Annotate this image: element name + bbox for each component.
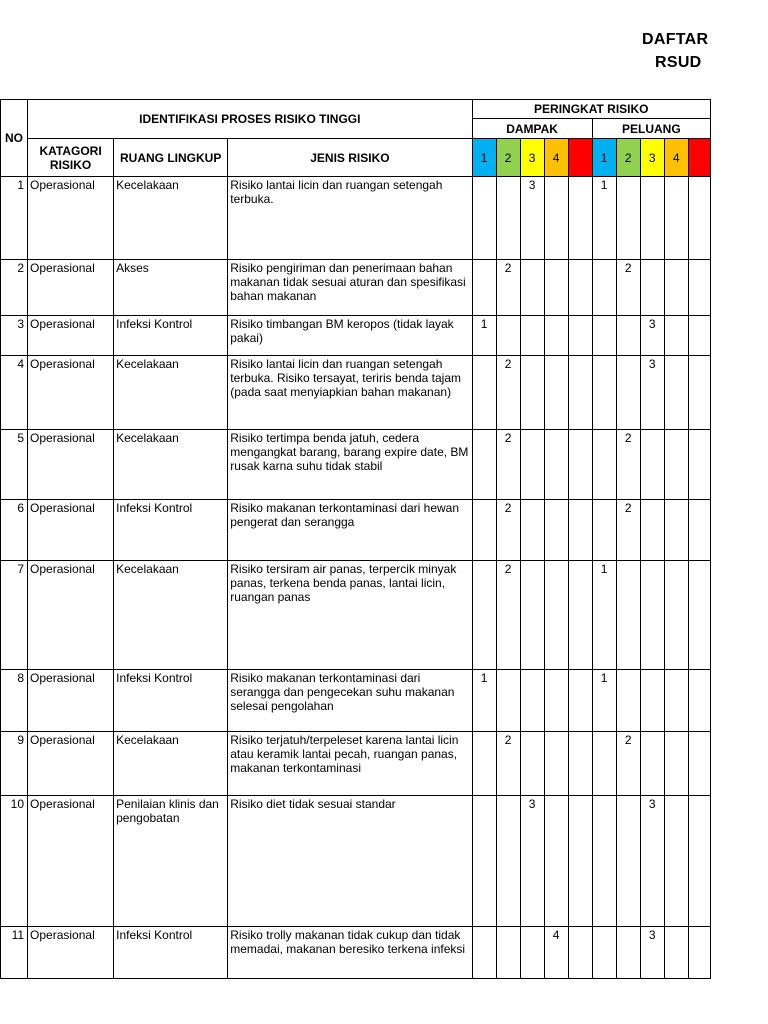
row-no: 7 (1, 561, 28, 670)
peluang-cell-4 (664, 500, 688, 561)
row-ruang-lingkup: Penilaian klinis dan pengobatan (114, 796, 228, 927)
header-peringkat-risiko: PERINGKAT RISIKO (472, 100, 710, 119)
dampak-cell-5 (568, 732, 592, 796)
table-row (1, 177, 711, 260)
dampak-cell-2: 2 (496, 561, 520, 670)
header-jenis-risiko: JENIS RISIKO (228, 139, 472, 177)
dampak-cell-3 (520, 670, 544, 732)
row-katagori: Operasional (28, 260, 114, 316)
dampak-cell-1 (472, 796, 496, 927)
dampak-cell-5 (568, 356, 592, 430)
peluang-cell-5 (688, 316, 710, 356)
peluang-cell-2 (616, 670, 640, 732)
dampak-cell-5 (568, 796, 592, 927)
row-no: 8 (1, 670, 28, 732)
peluang-cell-5 (688, 796, 710, 927)
peluang-cell-1 (592, 356, 616, 430)
row-katagori: Operasional (28, 796, 114, 927)
peluang-cell-4 (664, 670, 688, 732)
dampak-cell-2: 2 (496, 430, 520, 500)
dampak-cell-5 (568, 670, 592, 732)
row-ruang-lingkup: Infeksi Kontrol (114, 316, 228, 356)
scale-dampak-2: 2 (496, 139, 520, 177)
table-row (1, 561, 711, 670)
peluang-cell-1 (592, 500, 616, 561)
table-row (1, 260, 711, 316)
row-katagori: Operasional (28, 670, 114, 732)
peluang-cell-3: 3 (640, 356, 664, 430)
peluang-cell-4 (664, 732, 688, 796)
dampak-cell-3 (520, 732, 544, 796)
row-no: 5 (1, 430, 28, 500)
peluang-cell-1 (592, 316, 616, 356)
peluang-cell-2 (616, 356, 640, 430)
dampak-cell-1: 1 (472, 670, 496, 732)
dampak-cell-2: 2 (496, 500, 520, 561)
peluang-cell-2: 2 (616, 430, 640, 500)
row-ruang-lingkup: Infeksi Kontrol (114, 500, 228, 561)
peluang-cell-3 (640, 670, 664, 732)
peluang-cell-1 (592, 732, 616, 796)
table-row (1, 356, 711, 430)
table-row (1, 796, 711, 927)
row-no: 3 (1, 316, 28, 356)
table-row (1, 670, 711, 732)
row-no: 2 (1, 260, 28, 316)
peluang-cell-4 (664, 260, 688, 316)
row-jenis-risiko: Risiko tersiram air panas, terpercik minyak panas, terkena benda panas, lantai licin, ruangan panas (228, 561, 472, 670)
dampak-cell-5 (568, 561, 592, 670)
document-subtitle: RSUD (655, 54, 702, 71)
row-jenis-risiko: Risiko lantai licin dan ruangan setengah terbuka. Risiko tersayat, teriris benda tajam (pada saat menyiapkian bahan makanan) (228, 356, 472, 430)
peluang-cell-2: 2 (616, 500, 640, 561)
dampak-cell-2 (496, 670, 520, 732)
row-katagori: Operasional (28, 177, 114, 260)
row-ruang-lingkup: Kecelakaan (114, 177, 228, 260)
row-no: 9 (1, 732, 28, 796)
row-no: 11 (1, 927, 28, 979)
peluang-cell-4 (664, 561, 688, 670)
row-ruang-lingkup: Kecelakaan (114, 561, 228, 670)
peluang-cell-5 (688, 260, 710, 316)
dampak-cell-2 (496, 316, 520, 356)
dampak-cell-3: 3 (520, 796, 544, 927)
peluang-cell-1: 1 (592, 670, 616, 732)
peluang-cell-5 (688, 561, 710, 670)
dampak-cell-4 (544, 177, 568, 260)
peluang-cell-1: 1 (592, 561, 616, 670)
row-katagori: Operasional (28, 500, 114, 561)
row-jenis-risiko: Risiko tertimpa benda jatuh, cedera mengangkat barang, barang expire date, BM rusak karna suhu tidak stabil (228, 430, 472, 500)
dampak-cell-1 (472, 260, 496, 316)
dampak-cell-2 (496, 927, 520, 979)
peluang-cell-2: 2 (616, 732, 640, 796)
row-katagori: Operasional (28, 732, 114, 796)
table-row (1, 316, 711, 356)
dampak-cell-1 (472, 356, 496, 430)
peluang-cell-3 (640, 177, 664, 260)
dampak-cell-4 (544, 796, 568, 927)
dampak-cell-1 (472, 430, 496, 500)
peluang-cell-4 (664, 356, 688, 430)
row-jenis-risiko: Risiko lantai licin dan ruangan setengah terbuka. (228, 177, 472, 260)
peluang-cell-3 (640, 732, 664, 796)
table-row (1, 732, 711, 796)
peluang-cell-5 (688, 732, 710, 796)
row-katagori: Operasional (28, 356, 114, 430)
row-jenis-risiko: Risiko pengiriman dan penerimaan bahan makanan tidak sesuai aturan dan spesifikasi bahan makanan (228, 260, 472, 316)
row-katagori: Operasional (28, 561, 114, 670)
peluang-cell-2 (616, 927, 640, 979)
table-row (1, 430, 711, 500)
peluang-cell-2: 2 (616, 260, 640, 316)
scale-peluang-3: 3 (640, 139, 664, 177)
dampak-cell-2 (496, 796, 520, 927)
row-ruang-lingkup: Kecelakaan (114, 732, 228, 796)
dampak-cell-2: 2 (496, 356, 520, 430)
table-row (1, 500, 711, 561)
dampak-cell-5 (568, 316, 592, 356)
row-katagori: Operasional (28, 430, 114, 500)
dampak-cell-5 (568, 500, 592, 561)
peluang-cell-5 (688, 430, 710, 500)
dampak-cell-4 (544, 732, 568, 796)
peluang-cell-4 (664, 316, 688, 356)
dampak-cell-3 (520, 561, 544, 670)
peluang-cell-5 (688, 500, 710, 561)
risk-register-table (0, 99, 711, 979)
dampak-cell-2 (496, 177, 520, 260)
peluang-cell-4 (664, 430, 688, 500)
row-ruang-lingkup: Infeksi Kontrol (114, 927, 228, 979)
peluang-cell-5 (688, 177, 710, 260)
dampak-cell-5 (568, 927, 592, 979)
peluang-cell-4 (664, 927, 688, 979)
peluang-cell-3: 3 (640, 927, 664, 979)
row-ruang-lingkup: Kecelakaan (114, 356, 228, 430)
dampak-cell-5 (568, 177, 592, 260)
header-identifikasi: IDENTIFIKASI PROSES RISIKO TINGGI (28, 100, 473, 139)
scale-peluang-2: 2 (616, 139, 640, 177)
dampak-cell-1: 1 (472, 316, 496, 356)
row-ruang-lingkup: Akses (114, 260, 228, 316)
dampak-cell-5 (568, 430, 592, 500)
peluang-cell-5 (688, 670, 710, 732)
peluang-cell-3: 3 (640, 796, 664, 927)
peluang-cell-1 (592, 796, 616, 927)
dampak-cell-1 (472, 500, 496, 561)
dampak-cell-4 (544, 316, 568, 356)
header-ruang-lingkup: RUANG LINGKUP (114, 139, 228, 177)
dampak-cell-3 (520, 927, 544, 979)
peluang-cell-5 (688, 927, 710, 979)
row-katagori: Operasional (28, 927, 114, 979)
header-dampak: DAMPAK (472, 119, 592, 139)
dampak-cell-5 (568, 260, 592, 316)
peluang-cell-4 (664, 796, 688, 927)
peluang-cell-2 (616, 561, 640, 670)
document-title: DAFTAR (642, 31, 709, 48)
dampak-cell-4 (544, 500, 568, 561)
row-jenis-risiko: Risiko makanan terkontaminasi dari hewan pengerat dan serangga (228, 500, 472, 561)
peluang-cell-3 (640, 430, 664, 500)
peluang-cell-1 (592, 430, 616, 500)
dampak-cell-3 (520, 356, 544, 430)
peluang-cell-3: 3 (640, 316, 664, 356)
scale-dampak-4: 4 (544, 139, 568, 177)
row-jenis-risiko: Risiko diet tidak sesuai standar (228, 796, 472, 927)
dampak-cell-4 (544, 561, 568, 670)
peluang-cell-2 (616, 177, 640, 260)
dampak-cell-3: 3 (520, 177, 544, 260)
dampak-cell-1 (472, 732, 496, 796)
scale-peluang-1: 1 (592, 139, 616, 177)
peluang-cell-3 (640, 500, 664, 561)
peluang-cell-5 (688, 356, 710, 430)
row-jenis-risiko: Risiko timbangan BM keropos (tidak layak pakai) (228, 316, 472, 356)
dampak-cell-1 (472, 927, 496, 979)
row-no: 1 (1, 177, 28, 260)
scale-dampak-5: 5 (568, 139, 592, 177)
row-ruang-lingkup: Kecelakaan (114, 430, 228, 500)
row-no: 10 (1, 796, 28, 927)
dampak-cell-1 (472, 561, 496, 670)
dampak-cell-2: 2 (496, 260, 520, 316)
peluang-cell-1: 1 (592, 177, 616, 260)
row-no: 4 (1, 356, 28, 430)
scale-peluang-5: 5 (688, 139, 710, 177)
peluang-cell-3 (640, 260, 664, 316)
dampak-cell-4 (544, 430, 568, 500)
row-jenis-risiko: Risiko makanan terkontaminasi dari serangga dan pengecekan suhu makanan selesai pengolahan (228, 670, 472, 732)
header-peluang: PELUANG (592, 119, 710, 139)
peluang-cell-4 (664, 177, 688, 260)
table-row (1, 927, 711, 979)
scale-dampak-1: 1 (472, 139, 496, 177)
header-no: NO (1, 100, 28, 177)
dampak-cell-3 (520, 500, 544, 561)
dampak-cell-4 (544, 356, 568, 430)
dampak-cell-3 (520, 260, 544, 316)
dampak-cell-3 (520, 316, 544, 356)
header-katagori-risiko: KATAGORI RISIKO (28, 139, 114, 177)
peluang-cell-1 (592, 927, 616, 979)
dampak-cell-4 (544, 670, 568, 732)
dampak-cell-1 (472, 177, 496, 260)
dampak-cell-3 (520, 430, 544, 500)
row-jenis-risiko: Risiko trolly makanan tidak cukup dan tidak memadai, makanan beresiko terkena infeksi (228, 927, 472, 979)
peluang-cell-2 (616, 796, 640, 927)
row-jenis-risiko: Risiko terjatuh/terpeleset karena lantai licin atau keramik lantai pecah, ruangan panas, makanan terkontaminasi (228, 732, 472, 796)
row-ruang-lingkup: Infeksi Kontrol (114, 670, 228, 732)
dampak-cell-4: 4 (544, 927, 568, 979)
peluang-cell-1 (592, 260, 616, 316)
scale-dampak-3: 3 (520, 139, 544, 177)
scale-peluang-4: 4 (664, 139, 688, 177)
row-no: 6 (1, 500, 28, 561)
dampak-cell-2: 2 (496, 732, 520, 796)
peluang-cell-3 (640, 561, 664, 670)
row-katagori: Operasional (28, 316, 114, 356)
dampak-cell-4 (544, 260, 568, 316)
peluang-cell-2 (616, 316, 640, 356)
